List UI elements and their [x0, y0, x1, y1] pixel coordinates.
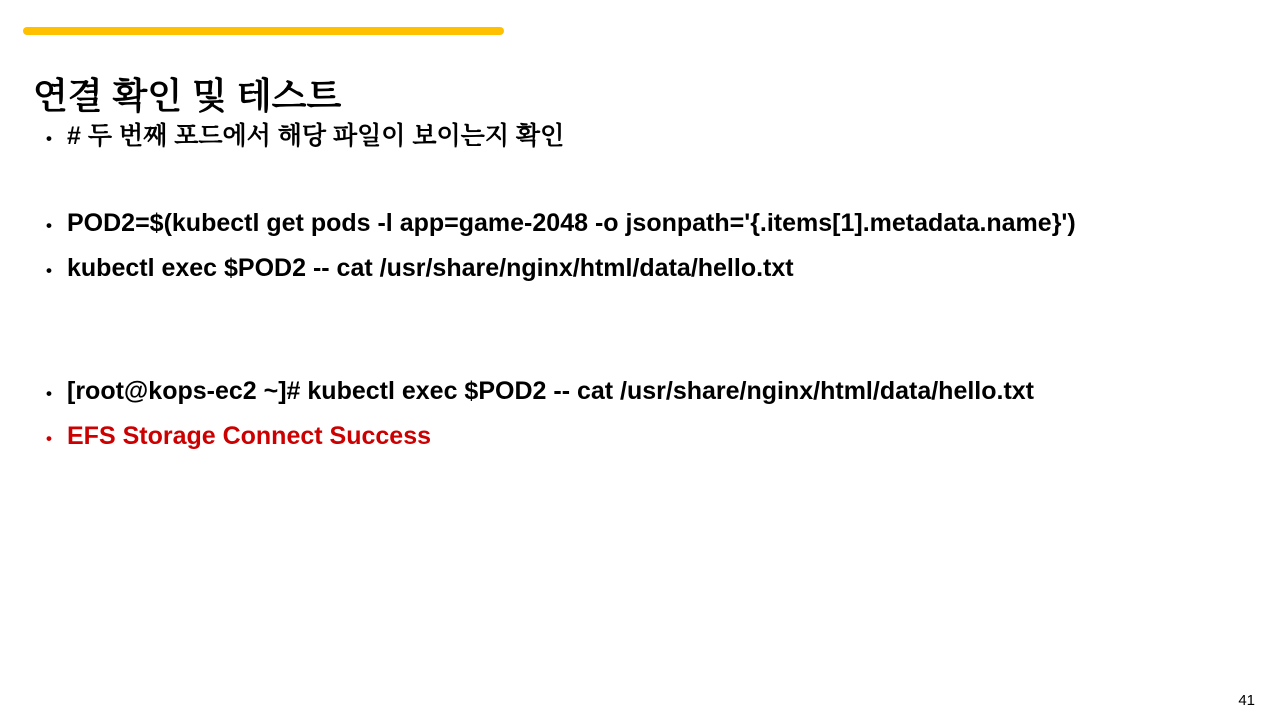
list-item	[46, 247, 1270, 292]
bullet-text: # 두 번째 포드에서 해당 파일이 보이는지 확인	[67, 122, 565, 150]
bullet-text: [root@kops-ec2 ~]# kubectl exec $POD2 -- cat /usr/share/nginx/html/data/hello.txt	[67, 377, 1035, 405]
title-accent-bar	[23, 27, 504, 35]
bullet-text: POD2=$(kubectl get pods -l app=game-2048 -o jsonpath='{.items[1].metadata.name}')	[67, 209, 1076, 237]
bullet-icon: •	[46, 216, 52, 235]
page-number: 41	[1238, 692, 1255, 709]
list-item	[46, 415, 1270, 460]
bullet-icon: •	[46, 384, 52, 403]
list-item	[46, 370, 1270, 415]
bullet-list	[46, 115, 1270, 460]
bullet-text: kubectl exec $POD2 -- cat /usr/share/nginx/html/data/hello.txt	[67, 254, 794, 282]
bullet-text-highlight: EFS Storage Connect Success	[67, 422, 432, 450]
bullet-icon: •	[46, 261, 52, 280]
bullet-icon: •	[46, 429, 52, 448]
bullet-icon: •	[46, 129, 52, 148]
slide-title: 연결 확인 및 테스트	[33, 75, 342, 117]
list-item	[46, 202, 1270, 247]
list-item	[46, 115, 1270, 160]
